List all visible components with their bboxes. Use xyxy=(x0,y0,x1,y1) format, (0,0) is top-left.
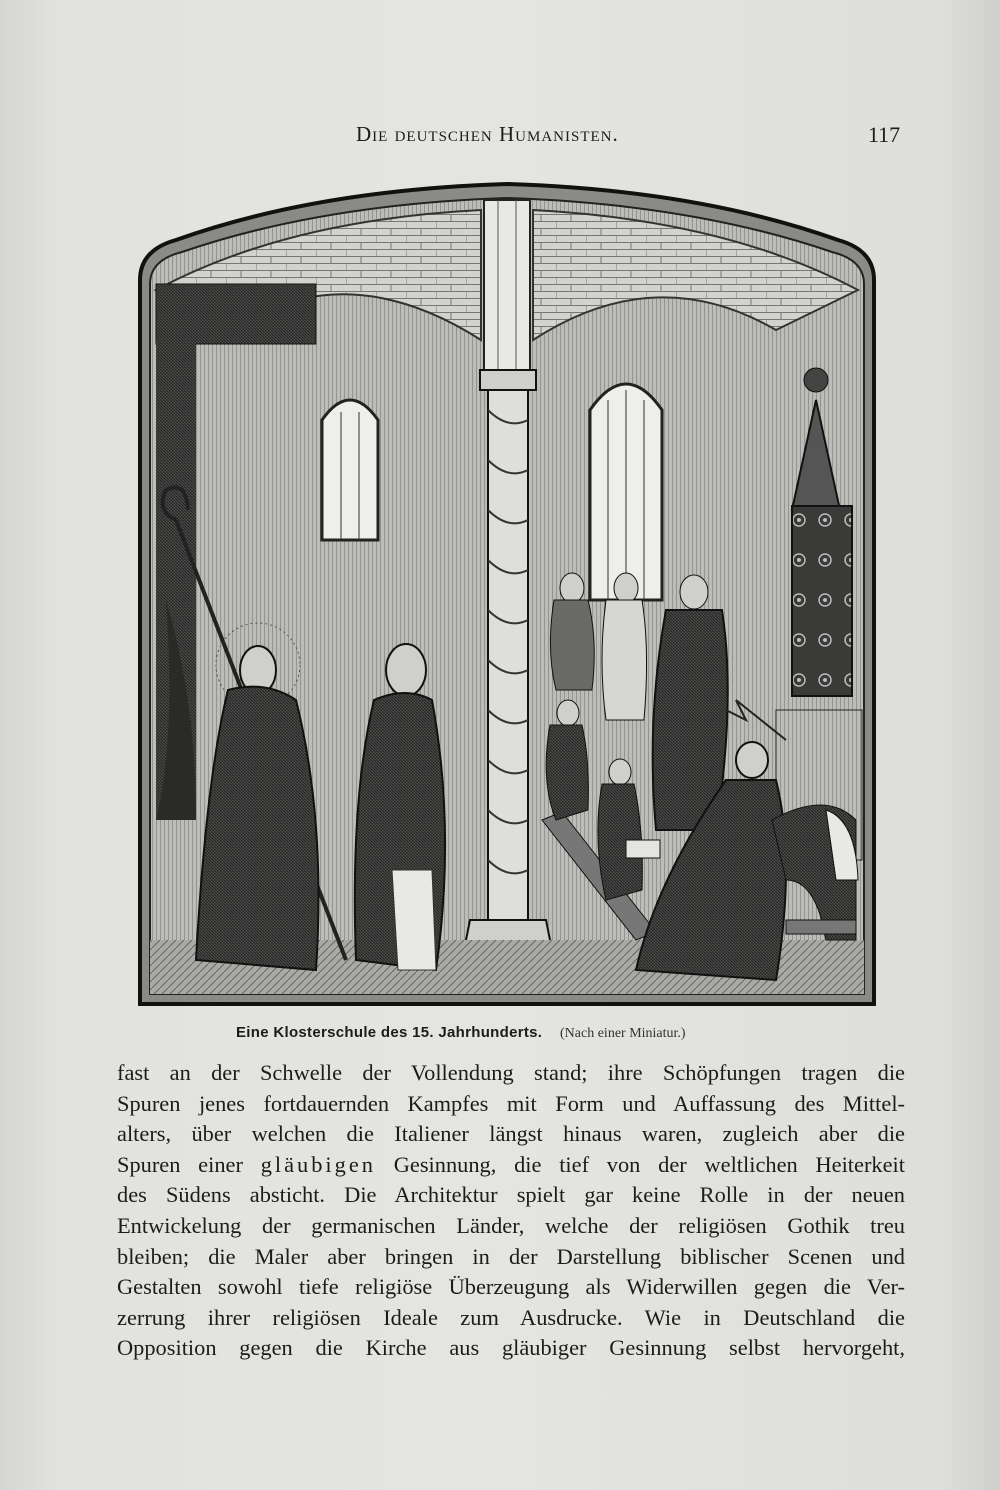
cloister-school-engraving xyxy=(136,180,878,1008)
emphasized-word: gläubigen xyxy=(260,1151,376,1177)
body-text xyxy=(117,1058,905,1364)
text-line: Gestalten sowohl tiefe religiöse Überzeugung als Widerwillen gegen die Ver- xyxy=(117,1274,905,1300)
text-line: bleiben; die Maler aber bringen in der Darstellung biblischer Scenen und xyxy=(117,1243,905,1269)
text-line xyxy=(117,1150,905,1181)
running-title: Die deutschen Humanisten. xyxy=(356,122,619,146)
text-line: Spuren jenes fortdauernden Kampfes mit Form und Auffassung des Mittel- xyxy=(117,1090,905,1116)
caption-source: (Nach einer Miniatur.) xyxy=(560,1026,686,1041)
figure-caption xyxy=(236,1024,796,1042)
text-line: des Südens absticht. Die Architektur spielt gar keine Rolle in der neuen xyxy=(117,1182,905,1208)
text-fragment: Spuren einer xyxy=(117,1151,261,1177)
text-line: Opposition gegen die Kirche aus gläubiger Gesinnung selbst hervorgeht, xyxy=(117,1335,905,1361)
text-line: fast an der Schwelle der Vollendung stand; ihre Schöpfungen tragen die xyxy=(117,1060,905,1085)
text-line: Entwickelung der germanischen Länder, welche der religiösen Gothik treu xyxy=(117,1212,905,1238)
text-fragment: Gesinnung, die tief von der weltlichen Heiterkeit xyxy=(375,1151,905,1177)
text-line: alters, über welchen die Italiener längst hinaus waren, zugleich aber die xyxy=(117,1121,905,1147)
engraving-illustration xyxy=(136,180,878,1008)
page-number: 117 xyxy=(868,122,901,147)
text-line: zerrung ihrer religiösen Ideale zum Ausdrucke. Wie in Deutschland die xyxy=(117,1304,905,1330)
caption-title: Eine Klosterschule des 15. Jahrhunderts. xyxy=(236,1024,543,1041)
